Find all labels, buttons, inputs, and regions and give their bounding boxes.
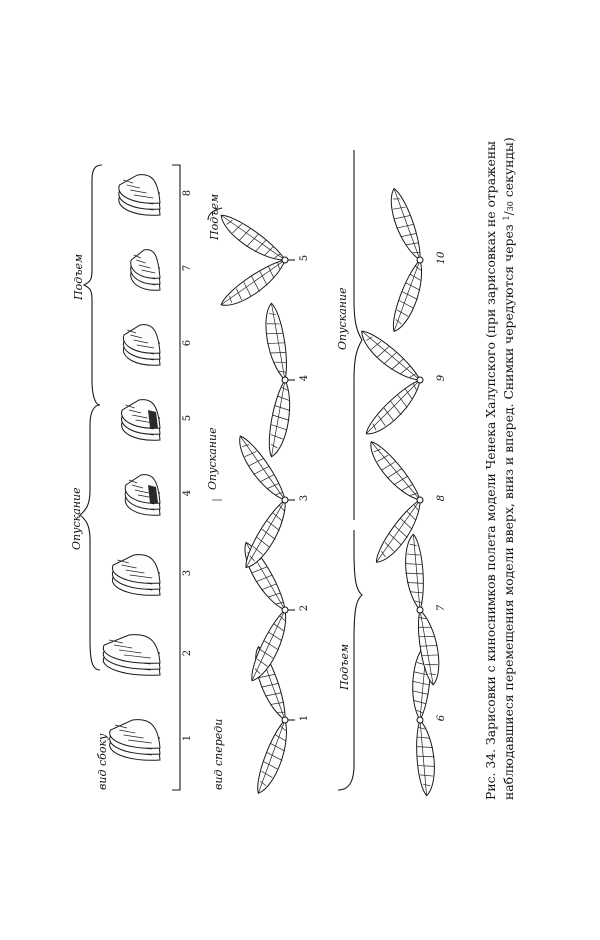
right-wing (402, 534, 426, 611)
front-frame-4 (260, 302, 310, 459)
caption-line-1: Рис. 34. Зарисовки с киноснимков полета модели Ченека Халупского (при зарисовках не отражены (483, 141, 498, 800)
front-frame-number: 4 (299, 374, 310, 382)
side-frame-number: 6 (182, 339, 193, 347)
front-frame-number: 10 (436, 251, 447, 265)
left-wing (362, 376, 428, 442)
side-frame-number: 4 (182, 489, 193, 497)
front-frame-number: 1 (299, 714, 310, 722)
front-frame-number: 9 (436, 374, 447, 382)
front-frame-9 (354, 326, 447, 441)
raising-label-bottom: Подъем (338, 643, 351, 690)
side-view-label: вид сбоку (96, 733, 109, 790)
caption-fraction-numerator: 1 (501, 215, 511, 221)
left-wing (252, 718, 295, 797)
side-frame-number: 5 (182, 414, 193, 422)
right-wing (354, 326, 424, 388)
caption-line-2-end: секунды) (501, 137, 516, 202)
lowering-label-front: Опускание (206, 427, 219, 490)
side-frame-6 (123, 325, 193, 366)
left-wing (414, 719, 438, 796)
left-wing (265, 379, 296, 459)
front-frame-10 (383, 186, 447, 335)
lowering-bracket-top (80, 405, 100, 670)
front-frame-number: 5 (299, 254, 310, 262)
caption-line-2-text: наблюдавшиеся перемещения модели вверх, вниз и вперед. Снимки чередуются через (501, 220, 516, 800)
side-frame-4 (125, 475, 193, 516)
side-frame-3 (112, 555, 193, 596)
left-wing (241, 497, 295, 573)
front-frame-number: 7 (436, 604, 447, 612)
side-frame-number: 1 (182, 734, 193, 742)
right-wing (383, 186, 426, 263)
right-wing (362, 438, 424, 508)
side-frame-8 (119, 175, 193, 216)
caption-line-2: наблюдавшиеся перемещения модели вверх, вниз и вперед. Снимки чередуются через $^1$/30 секунды) (501, 137, 516, 800)
front-frame-number: 6 (436, 714, 447, 722)
side-frame-7 (131, 250, 193, 291)
front-frame-5 (215, 210, 310, 314)
right-wing (260, 302, 291, 382)
raising-label-front: Подъем (208, 193, 221, 240)
side-frame-number: 2 (182, 649, 193, 657)
side-frame-number: 3 (182, 569, 193, 577)
left-wing (217, 255, 291, 314)
lowering-label-top: Опускание (70, 487, 83, 550)
lowering-bracket-bottom (354, 150, 362, 520)
right-wing (215, 210, 289, 269)
side-frame-number: 8 (182, 189, 193, 197)
front-frame-number: 8 (436, 494, 447, 502)
front-frame-number: 2 (299, 604, 310, 612)
lowering-label-bottom: Опускание (336, 287, 349, 350)
side-frame-5 (122, 400, 193, 441)
side-frame-number: 7 (182, 264, 193, 272)
front-view-label: вид спереди (212, 718, 225, 790)
raising-bracket-top (84, 165, 102, 405)
front-frame-7 (402, 534, 447, 686)
left-wing (388, 258, 431, 335)
caption-fraction-denominator: 30 (506, 201, 515, 212)
raising-label-top: Подъем (72, 253, 85, 300)
front-frame-number: 3 (299, 494, 310, 502)
side-baseline (172, 165, 180, 790)
front-frame-8 (362, 438, 447, 569)
